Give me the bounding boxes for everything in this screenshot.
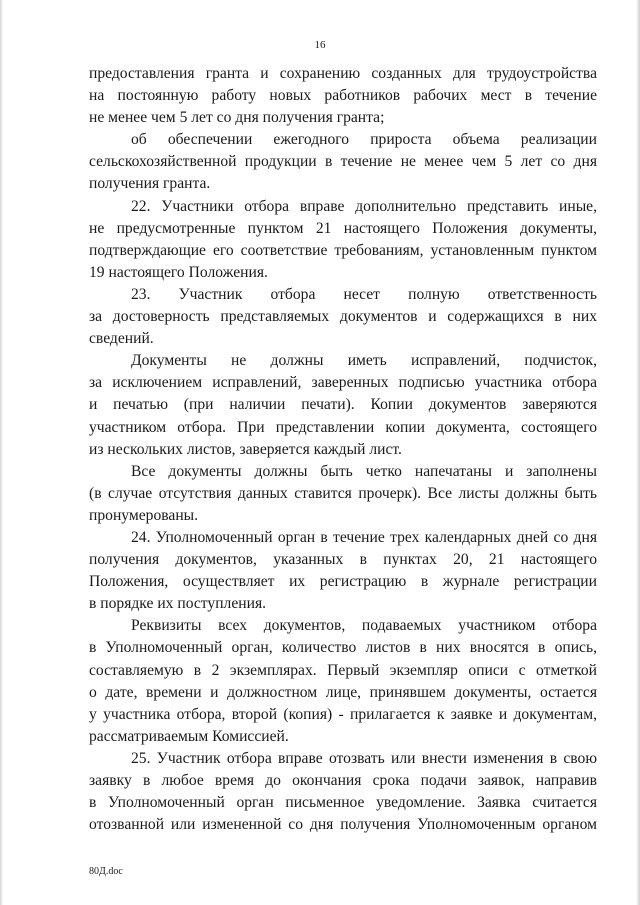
- paragraph-24: [89, 527, 597, 615]
- text-line: в порядке их поступления.: [89, 595, 267, 613]
- text-line: не предусмотренные пунктом 21 настоящего Положения документы,: [89, 219, 597, 237]
- text-line: за исключением исправлений, заверенных подписью участника отбора: [89, 374, 597, 392]
- scan-edge-left: [0, 0, 3, 905]
- paragraph-grant-jobs: [89, 63, 597, 129]
- text-line: Документы не должны иметь исправлений, подчисток,: [131, 352, 597, 370]
- text-line: заявку в любое время до окончания срока подачи заявок, направив: [89, 772, 597, 789]
- text-line: 24. Уполномоченный орган в течение трех календарных дней со дня: [131, 528, 597, 546]
- paragraph-printed: [89, 461, 597, 527]
- text-line: участником отбора. При представлении копии документа, состоящего: [89, 418, 597, 436]
- paragraph-23: [89, 284, 597, 350]
- text-line: Реквизиты всех документов, подаваемых участником отбора: [131, 617, 597, 635]
- text-line: и печатью (при наличии печати). Копии документов заверяются: [89, 396, 597, 414]
- text-line: подтверждающие его соответствие требованиям, установленным пунктом: [89, 241, 597, 259]
- text-line: сельскохозяйственной продукции в течение не менее чем 5 лет со дня: [89, 153, 597, 171]
- text-line: 22. Участники отбора вправе дополнительно представить иные,: [131, 197, 597, 215]
- text-line: у участника отбора, второй (копия) - прилагается к заявке и документам,: [89, 705, 597, 723]
- text-line: в Уполномоченный орган письменное уведомление. Заявка считается: [89, 794, 597, 812]
- scan-edge-right: [636, 0, 640, 905]
- document-body: [89, 63, 597, 836]
- text-line: за достоверность представляемых документов и содержащихся в них: [89, 308, 597, 326]
- text-line: Все документы должны быть четко напечатаны и заполнены: [131, 462, 597, 480]
- text-line: получения гранта.: [89, 175, 211, 193]
- text-line: о дате, времени и должностном лице, принявшем документы, остается: [89, 683, 597, 701]
- paragraph-22: [89, 196, 597, 284]
- text-line: рассматриваемым Комиссией.: [89, 727, 289, 745]
- text-line: Положения, осуществляет их регистрацию в журнале регистрации: [89, 573, 597, 591]
- text-line: получения документов, указанных в пунктах 20, 21 настоящего: [89, 551, 597, 569]
- paragraph-inventory: [89, 615, 597, 748]
- text-line: сведений.: [89, 330, 154, 348]
- text-line: составляемую в 2 экземплярах. Первый экземпляр описи с отметкой: [89, 661, 597, 679]
- footer-filename: 80Д.doc: [89, 866, 123, 877]
- text-line: пронумерованы.: [89, 506, 199, 524]
- text-line: 25. Участник отбора вправе отозвать или внести изменения в свою: [131, 749, 597, 767]
- text-line: не менее чем 5 лет со дня получения гранта;: [89, 109, 385, 127]
- text-line: на постоянную работу новых работников рабочих мест в течение: [89, 87, 597, 105]
- page-number: 16: [314, 39, 326, 51]
- text-line: предоставления гранта и сохранению созданных для трудоустройства: [89, 65, 597, 82]
- paragraph-production-growth: [89, 129, 597, 195]
- text-line: (в случае отсутствия данных ставится прочерк). Все листы должны быть: [89, 484, 597, 502]
- text-line: отозванной или измененной со дня получения Уполномоченным органом: [89, 816, 597, 834]
- paragraph-25: [89, 748, 597, 836]
- text-line: об обеспечении ежегодного прироста объема реализации: [131, 131, 597, 149]
- text-line: 19 настоящего Положения.: [89, 263, 268, 281]
- paragraph-corrections: [89, 350, 597, 460]
- text-line: 23. Участник отбора несет полную ответственность: [131, 285, 597, 303]
- text-line: в Уполномоченный орган, количество листов в них вносятся в опись,: [89, 639, 597, 657]
- text-line: из нескольких листов, заверяется каждый лист.: [89, 440, 402, 458]
